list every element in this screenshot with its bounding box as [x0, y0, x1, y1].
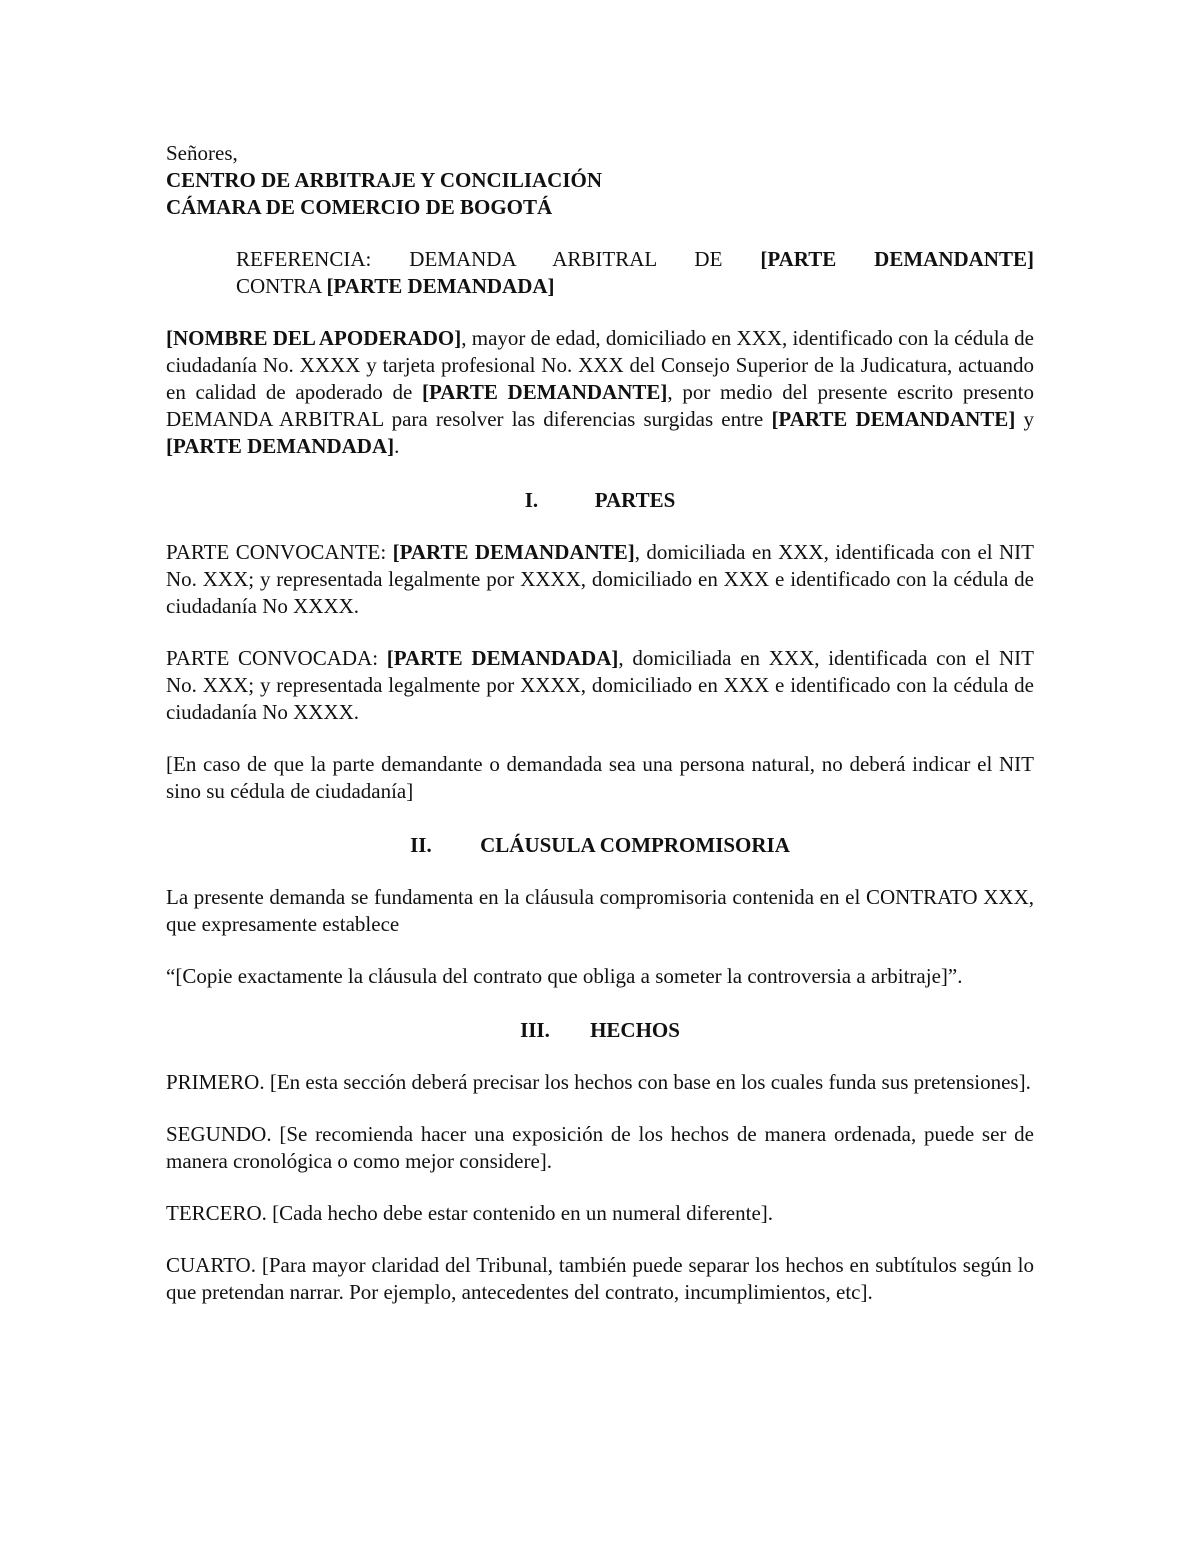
section-heading-clausula — [166, 832, 1034, 859]
convocada-name: [PARTE DEMANDADA] — [386, 646, 619, 670]
reference-prefix: REFERENCIA: DEMANDA ARBITRAL DE — [236, 247, 761, 271]
intro-text-3: y — [1015, 407, 1034, 431]
section-title: PARTES — [594, 488, 676, 512]
convocada-paragraph — [166, 645, 1034, 726]
fact-second: SEGUNDO. [Se recomienda hacer una exposición de los hechos de manera ordenada, puede ser de manera cronológica o como mejor considere]. — [166, 1122, 1034, 1173]
intro-respondent: [PARTE DEMANDADA] — [166, 434, 395, 458]
intro-text-4: . — [394, 434, 400, 458]
section-number: II. — [410, 833, 432, 857]
section-number: I. — [524, 488, 539, 512]
section-title: CLÁUSULA COMPROMISORIA — [480, 833, 790, 857]
fact-third: TERCERO. [Cada hecho debe estar contenido en un numeral diferente]. — [166, 1201, 774, 1225]
attorney-name: [NOMBRE DEL APODERADO] — [166, 326, 462, 350]
document-page — [166, 140, 1034, 1306]
salutation: Señores, — [166, 141, 238, 165]
reference-middle: CONTRA — [236, 274, 327, 298]
clausula-paragraph: La presente demanda se fundamenta en la cláusula compromisoria contenida en el CONTRATO XXX, que expresamente establece — [166, 885, 1034, 936]
clausula-quote: “[Copie exactamente la cláusula del contrato que obliga a someter la controversia a arbitraje]”. — [166, 964, 963, 988]
convocada-text: , domiciliada en XXX, identificada con el NIT No. XXX; y representada legalmente por XXXX, domiciliado en XXX e identificado con la cédula de ciudadanía No XXXX. — [166, 646, 1034, 724]
addressee-line-1: CENTRO DE ARBITRAJE Y CONCILIACIÓN — [166, 168, 603, 192]
section-heading-partes — [166, 487, 1034, 514]
intro-claimant: [PARTE DEMANDANTE] — [422, 380, 668, 404]
intro-claimant-2: [PARTE DEMANDANTE] — [771, 407, 1016, 431]
reference-respondent: [PARTE DEMANDADA] — [326, 274, 555, 298]
intro-paragraph — [166, 325, 1034, 460]
fact-fourth: CUARTO. [Para mayor claridad del Tribunal, también puede separar los hechos en subtítulos según lo que pretendan narrar. Por ejemplo, antecedentes del contrato, incumplimientos, etc]. — [166, 1253, 1034, 1304]
section-number: III. — [520, 1018, 550, 1042]
reference-line-1 — [236, 246, 1034, 273]
convocante-paragraph — [166, 539, 1034, 620]
fact-first: PRIMERO. [En esta sección deberá precisar los hechos con base en los cuales funda sus pretensiones]. — [166, 1070, 1031, 1094]
convocante-label: PARTE CONVOCANTE: — [166, 540, 393, 564]
addressee-line-2: CÁMARA DE COMERCIO DE BOGOTÁ — [166, 195, 553, 219]
reference-block — [236, 246, 1034, 300]
natural-person-note: [En caso de que la parte demandante o demandada sea una persona natural, no deberá indicar el NIT sino su cédula de ciudadanía] — [166, 752, 1034, 803]
intro-text-1: , mayor de edad, domiciliado en XXX, identificado con la cédula de ciudadanía No. XXXX y tarjeta profesional No. XXX del Consejo Superior de la Judicatura, actuando en calidad de apoderado de — [166, 326, 1034, 404]
convocante-text: , domiciliada en XXX, identificada con el NIT No. XXX; y representada legalmente por XXXX, domiciliado en XXX e identificado con la cédula de ciudadanía No XXXX. — [166, 540, 1034, 618]
section-title: HECHOS — [590, 1018, 680, 1042]
section-heading-hechos — [166, 1017, 1034, 1044]
convocante-name: [PARTE DEMANDANTE] — [392, 540, 635, 564]
reference-claimant: [PARTE DEMANDANTE] — [760, 247, 1034, 271]
convocada-label: PARTE CONVOCADA: — [166, 646, 387, 670]
intro-text-2: , por medio del presente escrito presento DEMANDA ARBITRAL para resolver las diferencias surgidas entre — [166, 380, 1034, 431]
